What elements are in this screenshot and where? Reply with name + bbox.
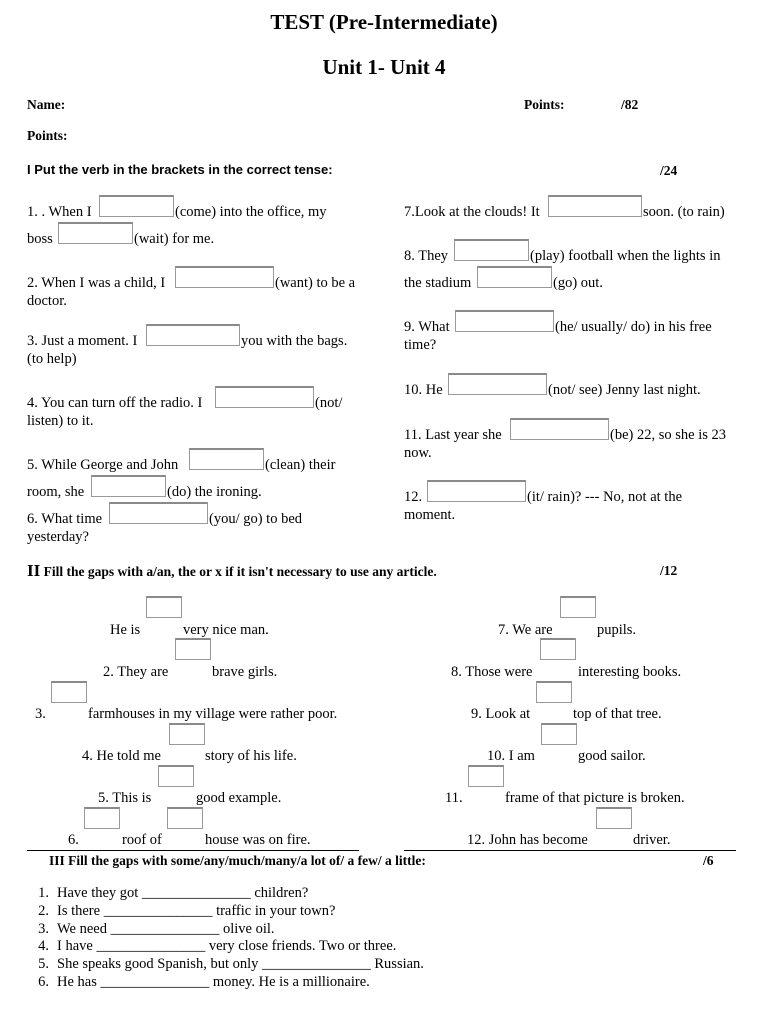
q12-text: 12. bbox=[404, 489, 423, 505]
section3-heading: III Fill the gaps with some/any/much/many/a lot of/ a few/ a little: bbox=[49, 853, 426, 868]
q5-text-4: (do) the ironing. bbox=[167, 484, 262, 500]
section1-heading: I Put the verb in the brackets in the correct tense: bbox=[27, 162, 333, 177]
q9-text-3: time? bbox=[404, 337, 437, 353]
q11-text-2: (be) 22, so she is 23 bbox=[610, 427, 726, 443]
q6-text: 6. What time bbox=[27, 511, 103, 527]
section2-heading-num: II bbox=[27, 561, 41, 580]
q2-text-2: (want) to be a bbox=[275, 275, 356, 291]
list-item bbox=[27, 956, 424, 974]
article-box-11[interactable] bbox=[468, 765, 504, 787]
q1-text-4: (wait) for me. bbox=[134, 231, 215, 247]
section2-score: /12 bbox=[660, 563, 678, 578]
list-item-text: We need _______________ olive oil. bbox=[57, 920, 275, 937]
article-q6-text: 6. bbox=[68, 832, 79, 848]
q4-text-2: (not/ bbox=[315, 395, 343, 411]
q1-text-3: boss bbox=[27, 231, 53, 247]
list-item bbox=[27, 974, 424, 992]
q2-text-3: doctor. bbox=[27, 293, 67, 309]
q1-text: 1. . When I bbox=[27, 204, 92, 220]
list-item-text: I have _______________ very close friends. Two or three. bbox=[57, 938, 397, 955]
points-label-2: Points: bbox=[27, 128, 68, 143]
q8-answer-box-1[interactable] bbox=[454, 239, 529, 261]
article-box-3[interactable] bbox=[51, 681, 87, 703]
q7-text-2: soon. (to rain) bbox=[643, 204, 725, 220]
divider-left bbox=[27, 850, 359, 851]
q5-text-3: room, she bbox=[27, 484, 85, 500]
q7-answer-box[interactable] bbox=[548, 195, 642, 217]
q12-text-2: (it/ rain)? --- No, not at the bbox=[527, 489, 683, 505]
q4-text: 4. You can turn off the radio. I bbox=[27, 395, 203, 411]
q9-answer-box[interactable] bbox=[455, 310, 554, 332]
article-q6-text-2: roof of bbox=[122, 832, 162, 848]
article-box-6a[interactable] bbox=[84, 807, 120, 829]
list-item-text: Have they got _______________ children? bbox=[57, 885, 309, 901]
points-label: Points: bbox=[524, 97, 565, 112]
q4-text-3: listen) to it. bbox=[27, 413, 94, 429]
list-item bbox=[27, 885, 424, 903]
article-box-6b[interactable] bbox=[167, 807, 203, 829]
article-q8-text-2: interesting books. bbox=[578, 664, 682, 680]
list-item-num: 6. bbox=[38, 973, 49, 990]
q11-answer-box[interactable] bbox=[510, 418, 609, 440]
article-q7-text: 7. We are bbox=[498, 622, 553, 638]
q9-text: 9. What bbox=[404, 319, 450, 335]
q3-text-3: (to help) bbox=[27, 351, 77, 367]
article-q9-text: 9. Look at bbox=[471, 706, 531, 722]
article-q5-text: 5. This is bbox=[98, 790, 152, 806]
list-item bbox=[27, 903, 424, 921]
article-q1-text-2: very nice man. bbox=[183, 622, 269, 638]
article-box-8[interactable] bbox=[540, 638, 576, 660]
points-total: /82 bbox=[621, 97, 639, 112]
q10-text-2: (not/ see) Jenny last night. bbox=[548, 382, 701, 398]
article-q11-text: 11. bbox=[445, 790, 463, 806]
q11-text-3: now. bbox=[404, 445, 432, 461]
list-item-num: 3. bbox=[38, 920, 49, 937]
q1-answer-box-1[interactable] bbox=[99, 195, 174, 217]
article-q6-text-3: house was on fire. bbox=[205, 832, 311, 848]
divider-right bbox=[404, 850, 736, 851]
list-item bbox=[27, 921, 424, 939]
q3-answer-box[interactable] bbox=[146, 324, 240, 346]
article-q10-text: 10. I am bbox=[487, 748, 535, 764]
list-item-num: 2. bbox=[38, 902, 49, 919]
q10-text: 10. He bbox=[404, 382, 443, 398]
article-q9-text-2: top of that tree. bbox=[573, 706, 662, 722]
section3-score: /6 bbox=[703, 853, 714, 868]
article-q8-text: 8. Those were bbox=[451, 664, 533, 680]
list-item bbox=[27, 938, 424, 956]
q3-text: 3. Just a moment. I bbox=[27, 333, 138, 349]
q4-answer-box[interactable] bbox=[215, 386, 314, 408]
article-q1-text: He is bbox=[110, 622, 141, 638]
q8-text-2: (play) football when the lights in bbox=[530, 248, 721, 264]
list-item-num: 5. bbox=[38, 956, 49, 973]
list-item-text: He has _______________ money. He is a millionaire. bbox=[57, 973, 370, 990]
article-q10-text-2: good sailor. bbox=[578, 748, 646, 764]
name-label: Name: bbox=[27, 97, 66, 112]
article-q2-text-2: brave girls. bbox=[212, 664, 278, 680]
section2-heading-text: Fill the gaps with a/an, the or x if it isn't necessary to use any article. bbox=[43, 564, 437, 579]
q10-answer-box[interactable] bbox=[448, 373, 547, 395]
q12-text-3: moment. bbox=[404, 507, 456, 523]
list-item-num: 1. bbox=[38, 885, 49, 901]
q6-text-3: yesterday? bbox=[27, 529, 89, 545]
q1-answer-box-2[interactable] bbox=[58, 222, 133, 244]
article-q3-text-2: farmhouses in my village were rather poor. bbox=[88, 706, 338, 722]
q6-text-2: (you/ go) to bed bbox=[209, 511, 303, 527]
article-q3-text: 3. bbox=[35, 706, 46, 722]
article-q4-text-2: story of his life. bbox=[205, 748, 297, 764]
q5-text-2: (clean) their bbox=[265, 457, 336, 473]
article-q11-text-2: frame of that picture is broken. bbox=[505, 790, 685, 806]
q12-answer-box[interactable] bbox=[427, 480, 526, 502]
article-q2-text: 2. They are bbox=[103, 664, 169, 680]
q11-text: 11. Last year she bbox=[404, 427, 502, 443]
q5-answer-box-2[interactable] bbox=[91, 475, 166, 497]
q7-text: 7.Look at the clouds! It bbox=[404, 204, 540, 220]
q8-text-4: (go) out. bbox=[553, 275, 603, 291]
article-q12-text-2: driver. bbox=[633, 832, 671, 848]
q5-text: 5. While George and John bbox=[27, 457, 179, 473]
list-item-text: She speaks good Spanish, but only _______________ Russian. bbox=[57, 956, 424, 973]
q6-answer-box[interactable] bbox=[109, 502, 208, 524]
section2-heading bbox=[27, 561, 437, 581]
section1-score: /24 bbox=[660, 163, 678, 178]
article-q5-text-2: good example. bbox=[196, 790, 282, 806]
article-q12-text: 12. John has become bbox=[467, 832, 588, 848]
page-subtitle: Unit 1- Unit 4 bbox=[322, 55, 446, 79]
page-title: TEST (Pre-Intermediate) bbox=[270, 10, 498, 34]
article-box-10[interactable] bbox=[541, 723, 577, 745]
q5-answer-box-1[interactable] bbox=[189, 448, 264, 470]
article-box-9[interactable] bbox=[536, 681, 572, 703]
q2-answer-box[interactable] bbox=[175, 266, 274, 288]
q8-answer-box-2[interactable] bbox=[477, 266, 552, 288]
article-box-1[interactable] bbox=[146, 596, 182, 618]
q1-text-2: (come) into the office, my bbox=[175, 204, 327, 220]
q8-text: 8. They bbox=[404, 248, 449, 264]
article-box-12[interactable] bbox=[596, 807, 632, 829]
article-box-5[interactable] bbox=[158, 765, 194, 787]
article-q7-text-2: pupils. bbox=[597, 622, 637, 638]
list-item-num: 4. bbox=[38, 938, 49, 955]
article-box-2[interactable] bbox=[175, 638, 211, 660]
article-box-7[interactable] bbox=[560, 596, 596, 618]
list-item-text: Is there _______________ traffic in your town? bbox=[57, 902, 336, 919]
article-box-4[interactable] bbox=[169, 723, 205, 745]
q3-text-2: you with the bags. bbox=[241, 333, 348, 349]
section3-list bbox=[27, 885, 424, 992]
q9-text-2: (he/ usually/ do) in his free bbox=[555, 319, 712, 335]
article-q4-text: 4. He told me bbox=[82, 748, 161, 764]
q8-text-3: the stadium bbox=[404, 275, 472, 291]
q2-text: 2. When I was a child, I bbox=[27, 275, 166, 291]
